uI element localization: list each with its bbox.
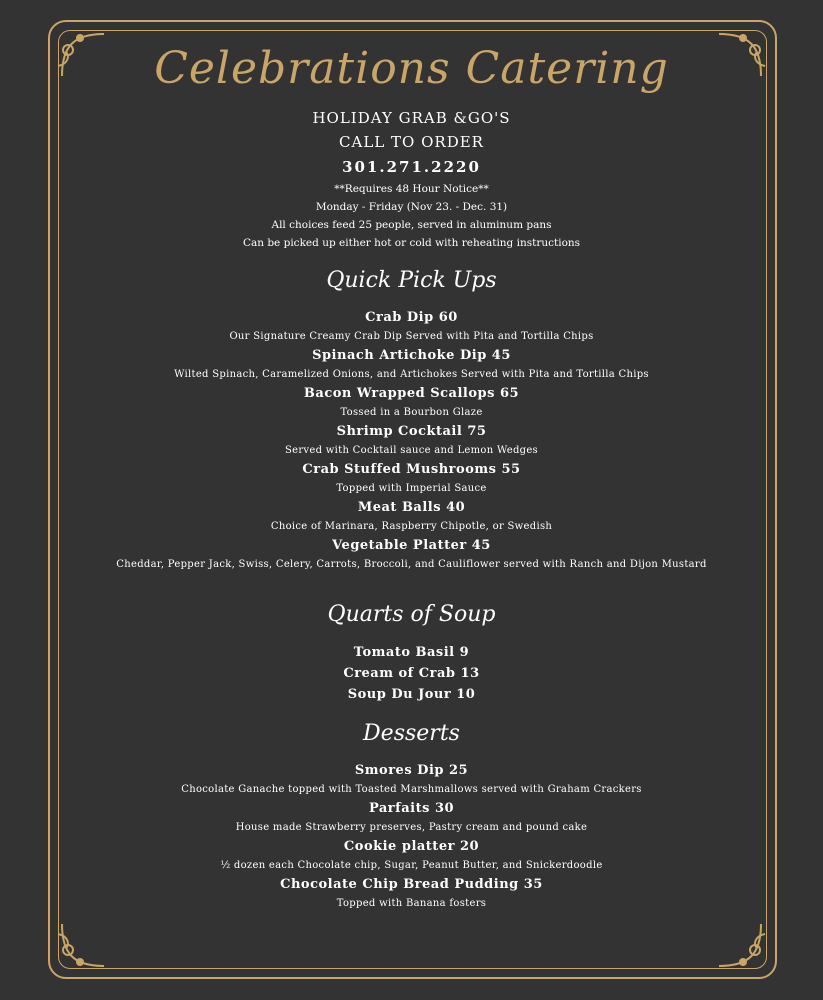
menu-item: [60, 498, 763, 536]
item-description: Tossed in a Bourbon Glaze: [340, 407, 483, 418]
item-name: Smores Dip 25: [354, 763, 469, 778]
menu-item: [60, 422, 763, 460]
menu-item: [60, 536, 763, 574]
item-description: ½ dozen each Chocolate chip, Sugar, Peanut Butter, and Snickerdoodle: [220, 860, 603, 871]
section-title-quick: Quick Pick Ups: [326, 268, 497, 293]
serving-line: All choices feed 25 people, served in aluminum pans: [271, 219, 552, 231]
item-description: Topped with Banana fosters: [336, 898, 487, 909]
item-description: Cheddar, Pepper Jack, Swiss, Celery, Carrots, Broccoli, and Cauliflower served with Ranch and Dijon Mustard: [116, 559, 707, 570]
item-name: Bacon Wrapped Scallops 65: [303, 386, 520, 401]
item-name: Chocolate Chip Bread Pudding 35: [280, 877, 543, 892]
item-name: Spinach Artichoke Dip 45: [312, 348, 511, 363]
notice-line: **Requires 48 Hour Notice**: [334, 183, 489, 195]
menu-item: [60, 799, 763, 837]
section-title-desserts: Desserts: [363, 721, 460, 746]
pickup-line: Can be picked up either hot or cold with reheating instructions: [242, 237, 581, 249]
menu-item: [60, 384, 763, 422]
menu-item: [60, 837, 763, 875]
menu-subtitle: HOLIDAY GRAB &GO'S: [312, 109, 511, 127]
item-name: Crab Stuffed Mushrooms 55: [302, 462, 521, 477]
item-description: Chocolate Ganache topped with Toasted Marshmallows served with Graham Crackers: [181, 784, 642, 795]
dates-line: Monday - Friday (Nov 23. - Dec. 31): [315, 201, 508, 213]
menu-item: [60, 460, 763, 498]
item-name: Shrimp Cocktail 75: [336, 424, 487, 439]
soup-item: Tomato Basil 9: [353, 645, 470, 660]
item-description: Choice of Marinara, Raspberry Chipotle, or Swedish: [270, 521, 553, 532]
corner-flourish-icon: [709, 914, 769, 974]
menu-item: [60, 346, 763, 384]
item-description: Served with Cocktail sauce and Lemon Wedges: [284, 445, 538, 456]
menu-title: Celebrations Catering: [154, 43, 669, 94]
item-description: Our Signature Creamy Crab Dip Served with Pita and Tortilla Chips: [229, 331, 594, 342]
menu-item: [60, 761, 763, 799]
item-name: Cookie platter 20: [343, 839, 480, 854]
item-name: Meat Balls 40: [357, 500, 466, 515]
item-description: Wilted Spinach, Caramelized Onions, and Artichokes Served with Pita and Tortilla Chips: [174, 369, 649, 380]
menu-item: [60, 875, 763, 913]
item-description: House made Strawberry preserves, Pastry cream and pound cake: [235, 822, 588, 833]
section-title-soup: Quarts of Soup: [327, 602, 496, 627]
corner-flourish-icon: [54, 914, 114, 974]
menu-item: [60, 308, 763, 346]
call-to-order: CALL TO ORDER: [339, 133, 484, 151]
phone-number: 301.271.2220: [342, 158, 481, 176]
item-name: Parfaits 30: [368, 801, 455, 816]
menu-content: [60, 30, 763, 913]
item-name: Crab Dip 60: [365, 310, 458, 325]
item-name: Vegetable Platter 45: [332, 538, 491, 553]
soup-item: Soup Du Jour 10: [347, 687, 476, 702]
item-description: Topped with Imperial Sauce: [336, 483, 487, 494]
soup-item: Cream of Crab 13: [343, 666, 480, 681]
